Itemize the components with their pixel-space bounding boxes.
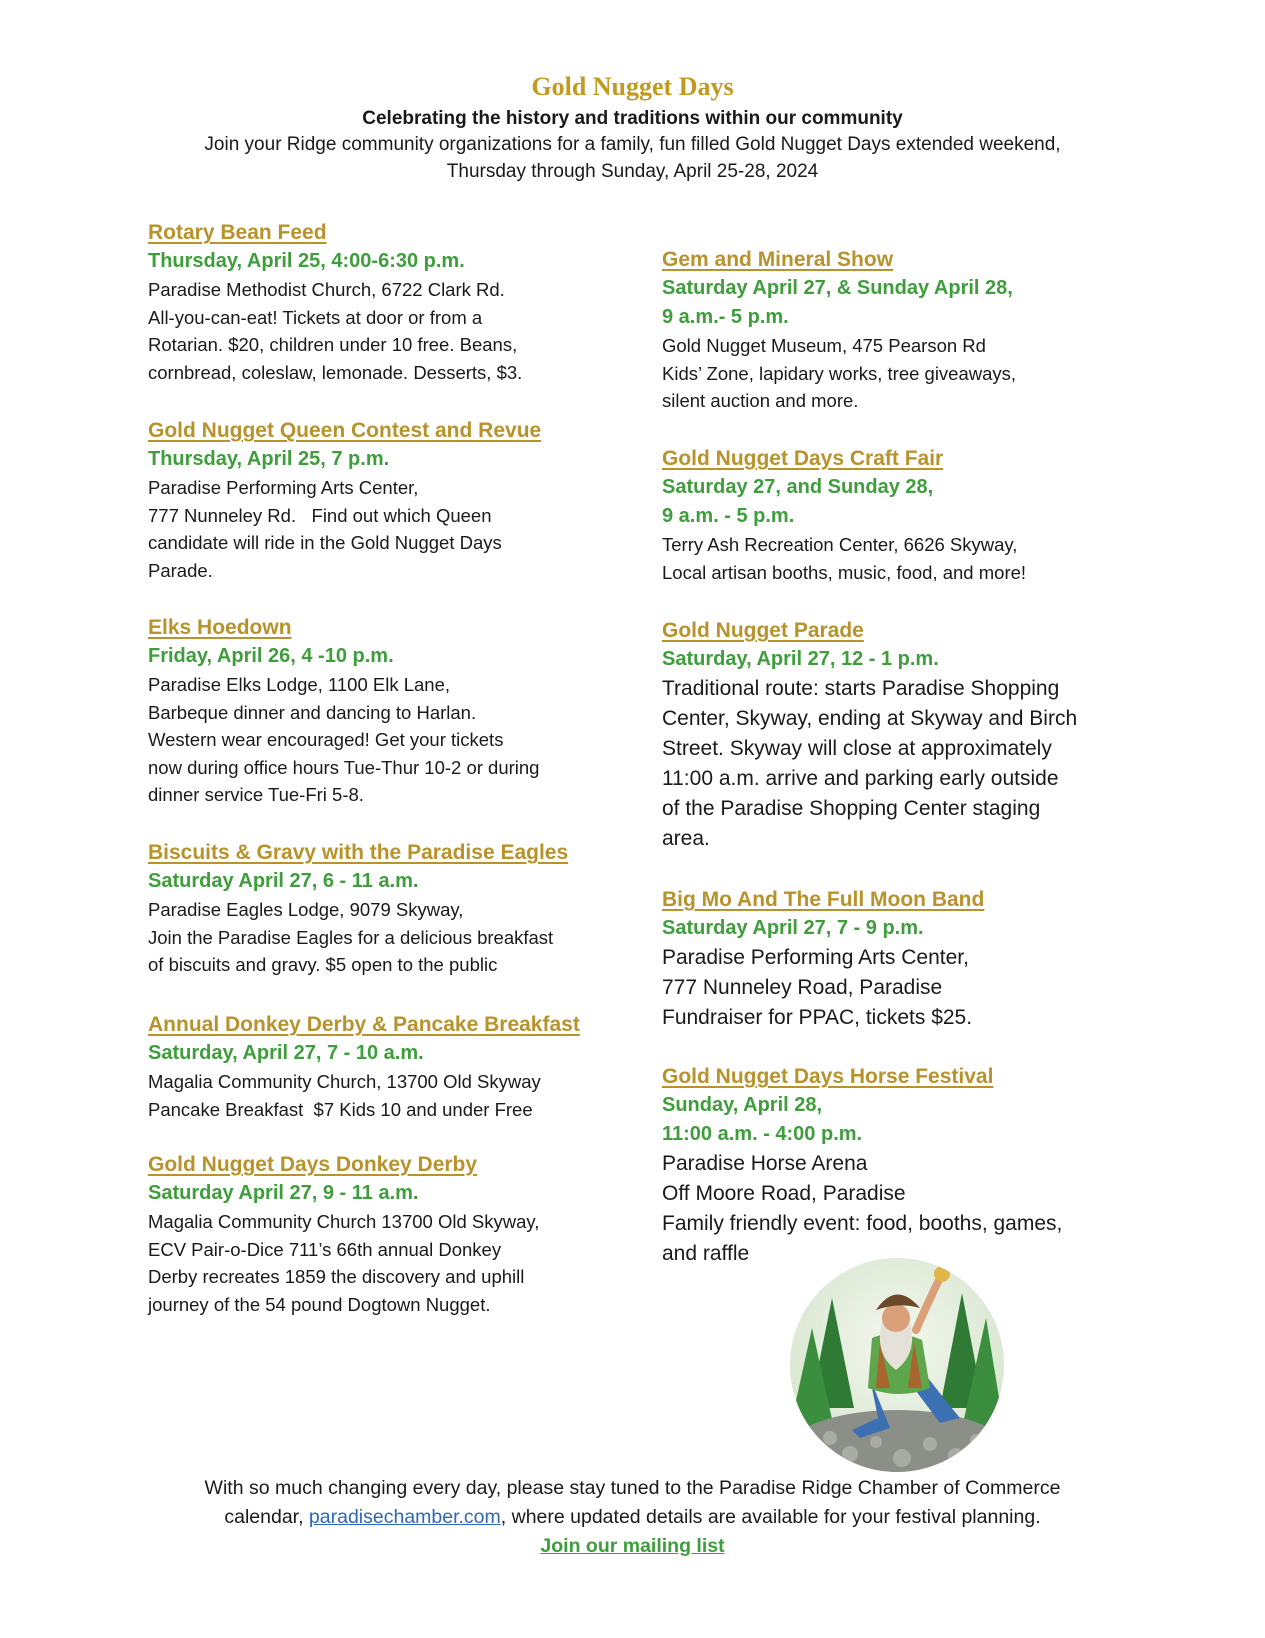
event-detail: Paradise Methodist Church, 6722 Clark Rd. xyxy=(148,279,505,300)
event-date: Sunday, April 28, xyxy=(662,1094,823,1116)
event-detail: Western wear encouraged! Get your tickets xyxy=(148,729,504,750)
event-date: Saturday April 27, 6 - 11 a.m. xyxy=(148,870,419,892)
event-detail: Derby recreates 1859 the discovery and uphill xyxy=(148,1266,525,1287)
event-detail: Rotarian. $20, children under 10 free. Beans, xyxy=(148,334,518,355)
chamber-website-link[interactable]: paradisechamber.com xyxy=(308,1506,501,1528)
event-detail: Terry Ash Recreation Center, 6626 Skyway, xyxy=(662,534,1018,555)
event-detail: Off Moore Road, Paradise xyxy=(662,1182,906,1205)
event-detail: Paradise Horse Arena xyxy=(662,1152,868,1175)
event-date: Saturday 27, and Sunday 28, xyxy=(662,476,934,498)
event-detail: Paradise Eagles Lodge, 9079 Skyway, xyxy=(148,899,464,920)
event-date: Saturday April 27, 7 - 9 p.m. xyxy=(662,917,924,939)
header xyxy=(0,72,1265,185)
event-time: 9 a.m. - 5 p.m. xyxy=(662,505,795,527)
event-detail: candidate will ride in the Gold Nugget Days xyxy=(148,532,502,553)
event-detail: Join the Paradise Eagles for a delicious breakfast xyxy=(148,926,554,948)
footer xyxy=(0,1474,1265,1561)
event-detail: cornbread, coleslaw, lemonade. Desserts, $3. xyxy=(148,361,523,383)
footer-text-after-link: , where updated details are available for your festival planning. xyxy=(500,1506,1041,1528)
event-title: Gem and Mineral Show xyxy=(662,248,894,271)
event-date: Thursday, April 25, 7 p.m. xyxy=(148,448,390,470)
event-craft-fair xyxy=(662,444,1026,586)
event-detail: Gold Nugget Museum, 475 Pearson Rd xyxy=(662,335,986,356)
intro-line-2: Thursday through Sunday, April 25-28, 2024 xyxy=(446,161,819,182)
event-gem-mineral-show xyxy=(662,245,1016,415)
event-detail: Paradise Elks Lodge, 1100 Elk Lane, xyxy=(148,674,451,695)
event-detail: Paradise Performing Arts Center, xyxy=(148,477,419,498)
event-detail: and raffle xyxy=(662,1242,750,1265)
event-detail: Magalia Community Church, 13700 Old Skyway xyxy=(148,1071,541,1092)
event-rotary-bean-feed xyxy=(148,218,522,386)
event-detail: Barbeque dinner and dancing to Harlan. xyxy=(148,701,477,723)
event-date: Thursday, April 25, 4:00-6:30 p.m. xyxy=(148,250,465,272)
event-detail: Paradise Performing Arts Center, xyxy=(662,946,969,969)
event-queen-contest xyxy=(148,416,541,584)
event-title: Gold Nugget Days Donkey Derby xyxy=(148,1153,478,1176)
event-detail: Family friendly event: food, booths, games, xyxy=(662,1212,1063,1235)
event-big-mo-band xyxy=(662,885,984,1033)
event-title: Rotary Bean Feed xyxy=(148,221,327,244)
footer-line-2 xyxy=(0,1503,1265,1532)
event-elks-hoedown xyxy=(148,613,539,809)
mailing-list-link[interactable]: Join our mailing list xyxy=(540,1535,725,1557)
event-date: Saturday April 27, 9 - 11 a.m. xyxy=(148,1182,419,1204)
event-detail: area. xyxy=(662,827,710,850)
footer-line-1: With so much changing every day, please stay tuned to the Paradise Ridge Chamber of Commerce xyxy=(204,1477,1061,1499)
event-detail: Magalia Community Church 13700 Old Skyway, xyxy=(148,1211,540,1232)
event-title: Gold Nugget Days Craft Fair xyxy=(662,447,944,470)
event-date: Saturday, April 27, 7 - 10 a.m. xyxy=(148,1042,424,1064)
event-title: Gold Nugget Days Horse Festival xyxy=(662,1065,994,1088)
event-donkey-derby-pancake xyxy=(148,1010,580,1123)
event-date: Saturday, April 27, 12 - 1 p.m. xyxy=(662,648,939,670)
event-date: Saturday April 27, & Sunday April 28, xyxy=(662,277,1013,299)
event-detail: Local artisan booths, music, food, and more! xyxy=(662,561,1027,583)
event-detail: dinner service Tue-Fri 5-8. xyxy=(148,784,364,805)
event-detail: Center, Skyway, ending at Skyway and Birch xyxy=(662,707,1078,730)
event-detail: now during office hours Tue-Thur 10-2 or during xyxy=(148,756,540,778)
event-detail: ECV Pair-o-Dice 711’s 66th annual Donkey xyxy=(148,1238,502,1260)
event-detail: Parade. xyxy=(148,559,213,581)
event-title: Annual Donkey Derby & Pancake Breakfast xyxy=(148,1013,580,1036)
prospector-mascot-image xyxy=(790,1258,1004,1472)
event-title: Gold Nugget Parade xyxy=(662,619,864,642)
event-time: 9 a.m.- 5 p.m. xyxy=(662,306,789,328)
event-horse-festival xyxy=(662,1062,1062,1269)
event-biscuits-gravy xyxy=(148,838,568,979)
footer-text-before-link: calendar, xyxy=(224,1506,309,1528)
event-detail: 11:00 a.m. arrive and parking early outside xyxy=(662,767,1059,790)
event-detail: Street. Skyway will close at approximately xyxy=(662,737,1052,760)
event-detail: journey of the 54 pound Dogtown Nugget. xyxy=(148,1293,491,1315)
page-subtitle: Celebrating the history and traditions within our community xyxy=(362,108,903,129)
event-detail: Kids’ Zone, lapidary works, tree giveaways, xyxy=(662,362,1017,384)
event-date: Friday, April 26, 4 -10 p.m. xyxy=(148,645,394,667)
event-title: Big Mo And The Full Moon Band xyxy=(662,888,985,911)
event-title: Gold Nugget Queen Contest and Revue xyxy=(148,419,542,442)
intro-line-1: Join your Ridge community organizations for a family, fun filled Gold Nugget Days extended weekend, xyxy=(204,134,1061,155)
event-title: Biscuits & Gravy with the Paradise Eagles xyxy=(148,841,569,864)
event-detail: 777 Nunneley Road, Paradise xyxy=(662,976,943,999)
event-detail: Pancake Breakfast $7 Kids 10 and under Free xyxy=(148,1098,533,1120)
event-detail: 777 Nunneley Rd. Find out which Queen xyxy=(148,504,492,526)
event-time: 11:00 a.m. - 4:00 p.m. xyxy=(662,1123,863,1145)
event-detail: silent auction and more. xyxy=(662,390,859,411)
event-detail: Fundraiser for PPAC, tickets $25. xyxy=(662,1006,973,1029)
event-detail: Traditional route: starts Paradise Shopping xyxy=(662,677,1060,700)
event-gold-nugget-parade xyxy=(662,616,1077,854)
page-title: Gold Nugget Days xyxy=(531,72,734,101)
event-detail: All-you-can-eat! Tickets at door or from a xyxy=(148,306,483,328)
event-detail: of the Paradise Shopping Center staging xyxy=(662,797,1041,820)
event-detail: of biscuits and gravy. $5 open to the public xyxy=(148,954,498,975)
event-donkey-derby xyxy=(148,1150,539,1318)
event-title: Elks Hoedown xyxy=(148,616,292,639)
